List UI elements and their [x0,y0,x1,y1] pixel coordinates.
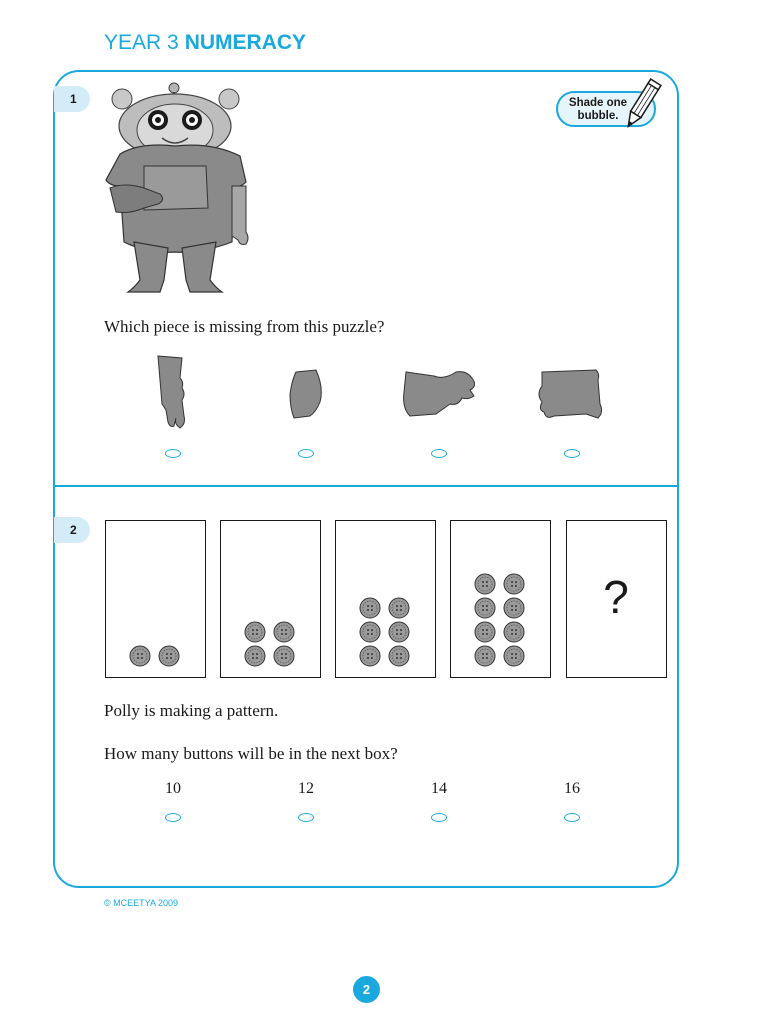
pattern-button [389,622,409,642]
pattern-button [475,646,495,666]
pattern-button [245,646,265,666]
pattern-button [360,622,380,642]
question-2-text-1: Polly is making a pattern. [104,701,279,720]
next-box-question-mark: ? [603,571,629,623]
page-number-badge: 2 [353,976,380,1003]
pattern-button [389,598,409,618]
hint-line-2: bubble. [577,110,619,122]
q2-option-a-label: 10 [165,780,181,797]
year-label: YEAR 3 [104,31,179,54]
q2-answer-bubble-b[interactable] [298,813,314,822]
subject-label: NUMERACY [184,31,307,54]
question-number-2: 2 [54,517,90,543]
q2-answer-bubble-d[interactable] [564,813,580,822]
pattern-button [274,646,294,666]
pattern-button [360,598,380,618]
question-2-text-2: How many buttons will be in the next box? [104,744,398,763]
pattern-button [475,598,495,618]
pattern-button [159,646,179,666]
q2-answer-bubble-a[interactable] [165,813,181,822]
pattern-button [504,598,524,618]
pattern-button [475,622,495,642]
q2-option-b-label: 12 [298,780,314,797]
pattern-button [274,622,294,642]
q2-option-d-label: 16 [564,780,580,797]
q2-answer-bubble-c[interactable] [431,813,447,822]
pattern-button [130,646,150,666]
pattern-button [504,622,524,642]
pattern-button [389,646,409,666]
q2-option-c-label: 14 [431,780,447,797]
pattern-button [475,574,495,594]
question-1-text: Which piece is missing from this puzzle? [104,317,385,336]
copyright-notice: © MCEETYA 2009 [104,898,178,908]
pattern-button [245,622,265,642]
pattern-button [504,574,524,594]
pattern-button [360,646,380,666]
question-number-1: 1 [54,86,90,112]
hint-line-1: Shade one [568,97,628,109]
pattern-button [504,646,524,666]
